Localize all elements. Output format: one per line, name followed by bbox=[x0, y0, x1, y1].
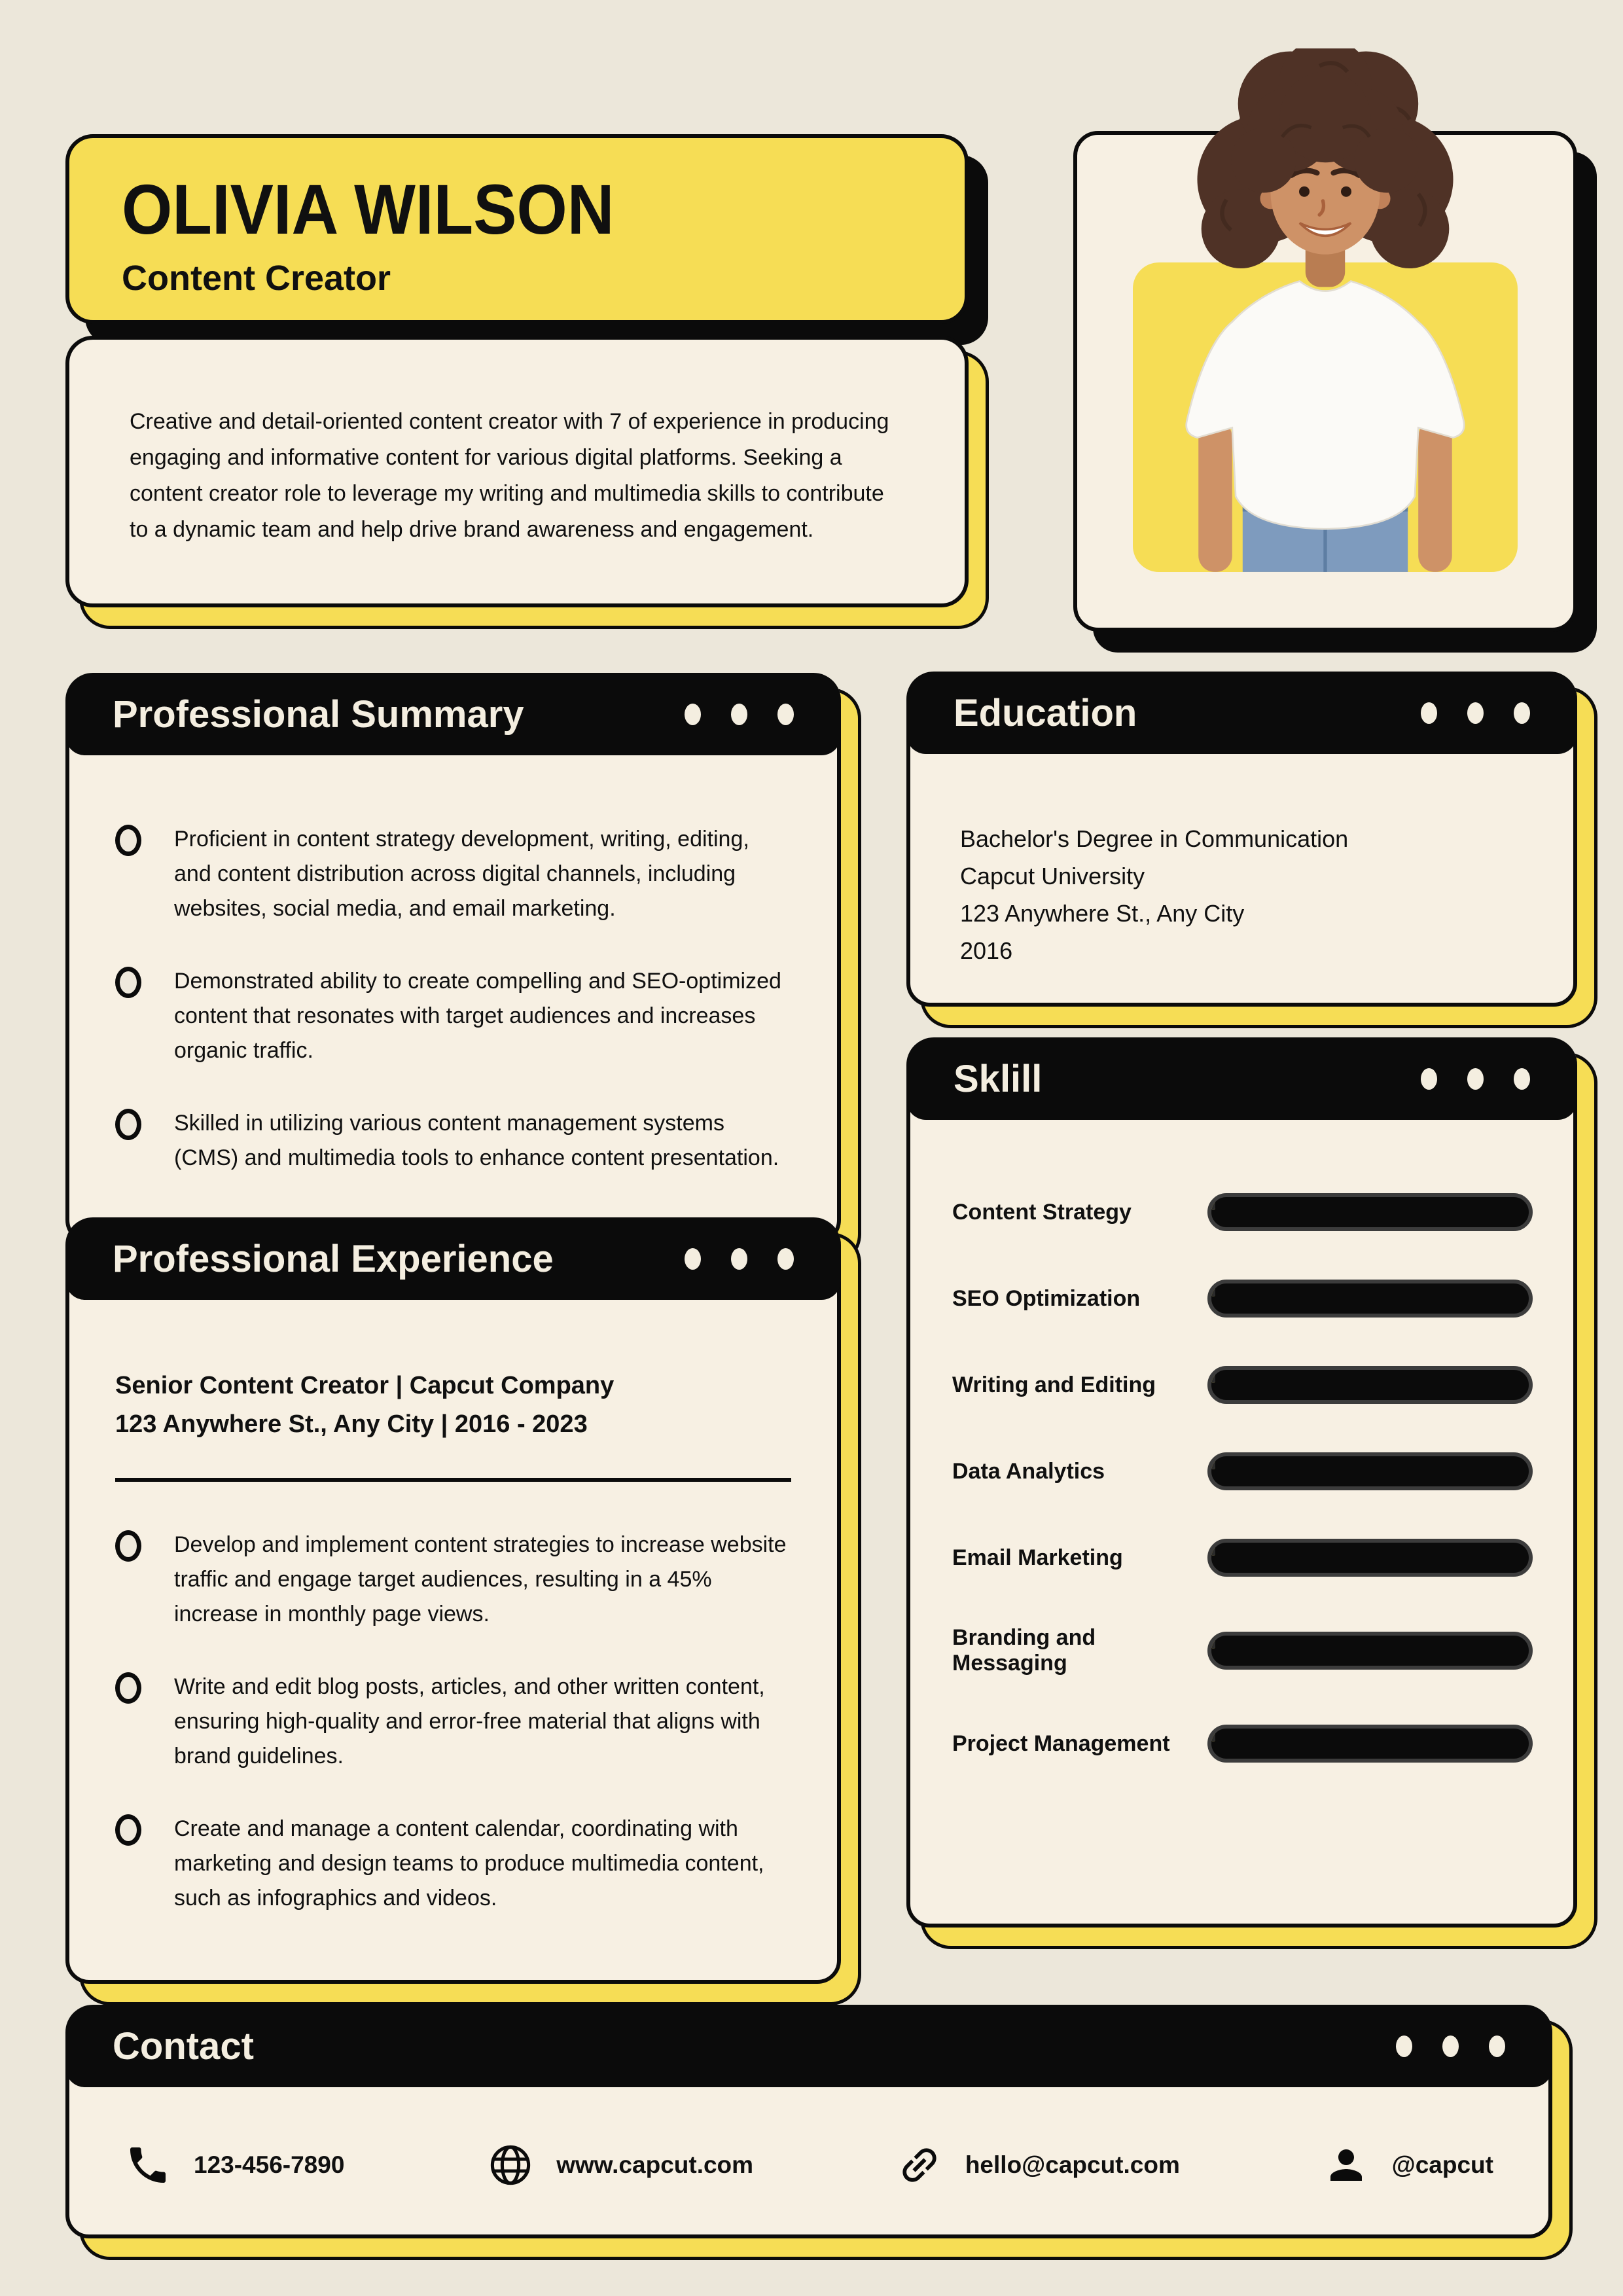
skill-label: Writing and Editing bbox=[952, 1372, 1156, 1397]
bullet-circle-icon bbox=[115, 1109, 141, 1140]
bullet-circle-icon bbox=[115, 825, 141, 856]
professional-summary-body bbox=[65, 713, 841, 1244]
skill-bar-fill bbox=[1211, 1368, 1215, 1383]
skill-bar-fill bbox=[1211, 1541, 1215, 1556]
window-dot bbox=[1514, 1068, 1530, 1090]
experience-bullet-text: Develop and implement content strategies to increase website traffic and engage target audiences, resulting in a 45% increase in monthly page views. bbox=[174, 1532, 787, 1626]
skill-label: Data Analytics bbox=[952, 1458, 1105, 1484]
window-dot bbox=[685, 1248, 701, 1270]
education-header bbox=[906, 672, 1577, 754]
education-window bbox=[906, 672, 1577, 1007]
skill-bar-fill bbox=[1211, 1634, 1215, 1649]
contact-item-website bbox=[487, 2142, 753, 2189]
skill-progress-bar bbox=[1207, 1632, 1533, 1670]
skill-label: Content Strategy bbox=[952, 1199, 1132, 1225]
summary-bullet-text: Proficient in content strategy development, writing, editing, and content distribution across digital channels, including websites, social media, and email marketing. bbox=[174, 827, 749, 922]
person-icon bbox=[1323, 2142, 1370, 2189]
experience-bullet-text: Create and manage a content calendar, coordinating with marketing and design teams to produce multimedia content, such as infographics and videos. bbox=[174, 1816, 764, 1911]
skill-label: Email Marketing bbox=[952, 1545, 1123, 1570]
skill-progress-bar bbox=[1207, 1366, 1533, 1404]
bullet-circle-icon bbox=[115, 1814, 141, 1846]
skill-progress-bar bbox=[1207, 1280, 1533, 1318]
skill-window bbox=[906, 1037, 1577, 1928]
window-dot bbox=[1489, 2036, 1505, 2057]
professional-experience-title: Professional Experience bbox=[113, 1237, 554, 1280]
summary-bullet bbox=[115, 964, 791, 1068]
window-dot bbox=[777, 1248, 794, 1270]
summary-bullet-text: Skilled in utilizing various content management systems (CMS) and multimedia tools to enhance content presentation. bbox=[174, 1111, 779, 1171]
skill-row bbox=[952, 1366, 1533, 1404]
phone-icon bbox=[124, 2142, 171, 2189]
skill-row bbox=[952, 1452, 1533, 1490]
link-icon bbox=[896, 2142, 943, 2189]
experience-role-line: Senior Content Creator | Capcut Company bbox=[115, 1372, 615, 1399]
experience-bullet bbox=[115, 1528, 791, 1632]
intro-card bbox=[65, 336, 969, 607]
window-dot bbox=[1421, 702, 1437, 724]
window-dot bbox=[1396, 2036, 1412, 2057]
globe-icon bbox=[487, 2142, 534, 2189]
skill-row bbox=[952, 1280, 1533, 1318]
education-school: Capcut University bbox=[960, 862, 1145, 889]
window-dots bbox=[1421, 702, 1530, 724]
bullet-circle-icon bbox=[115, 967, 141, 998]
window-dot bbox=[685, 704, 701, 725]
window-dot bbox=[1421, 1068, 1437, 1090]
window-dots bbox=[685, 1248, 794, 1270]
photo-background bbox=[1133, 262, 1518, 572]
professional-experience-body bbox=[65, 1258, 841, 1984]
contact-phone: 123-456-7890 bbox=[194, 2151, 345, 2178]
contact-website: www.capcut.com bbox=[556, 2151, 754, 2178]
contact-title: Contact bbox=[113, 2024, 254, 2068]
professional-summary-header bbox=[65, 673, 841, 755]
skill-progress-bar bbox=[1207, 1725, 1533, 1763]
window-dot bbox=[731, 1248, 747, 1270]
summary-bullet bbox=[115, 1106, 791, 1175]
profile-photo bbox=[1145, 48, 1506, 572]
skill-progress-bar bbox=[1207, 1539, 1533, 1577]
contact-item-email bbox=[896, 2142, 1180, 2189]
contact-header bbox=[65, 2005, 1552, 2087]
education-address: 123 Anywhere St., Any City bbox=[960, 899, 1245, 927]
professional-summary-window bbox=[65, 673, 841, 1244]
experience-bullet bbox=[115, 1670, 791, 1774]
experience-bullet-text: Write and edit blog posts, articles, and other written content, ensuring high-quality and error-free material that aligns with brand guidelines. bbox=[174, 1674, 765, 1768]
person-role: Content Creator bbox=[122, 259, 391, 298]
window-dots bbox=[1396, 2036, 1505, 2057]
window-dot bbox=[1514, 702, 1530, 724]
education-title: Education bbox=[954, 691, 1137, 734]
window-dot bbox=[1467, 702, 1484, 724]
window-dot bbox=[731, 704, 747, 725]
skill-title: Sklill bbox=[954, 1057, 1043, 1100]
window-dot bbox=[1467, 1068, 1484, 1090]
contact-window bbox=[65, 2005, 1552, 2238]
professional-experience-window bbox=[65, 1217, 841, 1984]
skill-body bbox=[906, 1078, 1577, 1928]
education-year: 2016 bbox=[960, 937, 1013, 964]
contact-email: hello@capcut.com bbox=[965, 2151, 1180, 2178]
skill-row bbox=[952, 1725, 1533, 1763]
skill-header bbox=[906, 1037, 1577, 1120]
window-dots bbox=[1421, 1068, 1530, 1090]
skill-bar-fill bbox=[1211, 1454, 1215, 1469]
professional-summary-title: Professional Summary bbox=[113, 692, 524, 736]
photo-card bbox=[1073, 131, 1577, 632]
right-arm bbox=[1418, 421, 1452, 572]
education-body bbox=[906, 712, 1577, 1007]
summary-bullet-text: Demonstrated ability to create compelling and SEO-optimized content that resonates with target audiences and increases organic traffic. bbox=[174, 969, 781, 1064]
person-name: OLIVIA WILSON bbox=[122, 170, 615, 249]
divider bbox=[115, 1478, 791, 1482]
experience-bullet bbox=[115, 1812, 791, 1916]
contact-item-social bbox=[1323, 2142, 1493, 2189]
bullet-circle-icon bbox=[115, 1672, 141, 1704]
skill-row bbox=[952, 1625, 1533, 1676]
skill-row bbox=[952, 1539, 1533, 1577]
summary-bullet bbox=[115, 822, 791, 926]
skill-row bbox=[952, 1193, 1533, 1231]
window-dot bbox=[1442, 2036, 1459, 2057]
contact-social-handle: @capcut bbox=[1391, 2151, 1493, 2178]
skill-progress-bar bbox=[1207, 1193, 1533, 1231]
intro-text: Creative and detail-oriented content creator with 7 of experience in producing engaging and informative content for various digital platforms. Seeking a content creator role to leverage my writing and multimedia skills to contribute to a dynamic team and help drive brand awareness and engagement. bbox=[130, 409, 889, 543]
skill-bar-fill bbox=[1211, 1195, 1215, 1210]
skill-bar-fill bbox=[1211, 1727, 1215, 1742]
window-dot bbox=[777, 704, 794, 725]
skill-bar-fill bbox=[1211, 1282, 1215, 1297]
left-arm bbox=[1198, 421, 1232, 572]
skill-label: Project Management bbox=[952, 1731, 1170, 1756]
education-degree: Bachelor's Degree in Communication bbox=[960, 825, 1349, 852]
bullet-circle-icon bbox=[115, 1530, 141, 1562]
name-header-card bbox=[65, 134, 969, 324]
experience-meta-line: 123 Anywhere St., Any City | 2016 - 2023 bbox=[115, 1410, 588, 1438]
professional-experience-header bbox=[65, 1217, 841, 1300]
skill-progress-bar bbox=[1207, 1452, 1533, 1490]
window-dots bbox=[685, 704, 794, 725]
skill-label: Branding and Messaging bbox=[952, 1625, 1096, 1676]
skill-label: SEO Optimization bbox=[952, 1285, 1141, 1311]
contact-item-phone bbox=[124, 2142, 344, 2189]
